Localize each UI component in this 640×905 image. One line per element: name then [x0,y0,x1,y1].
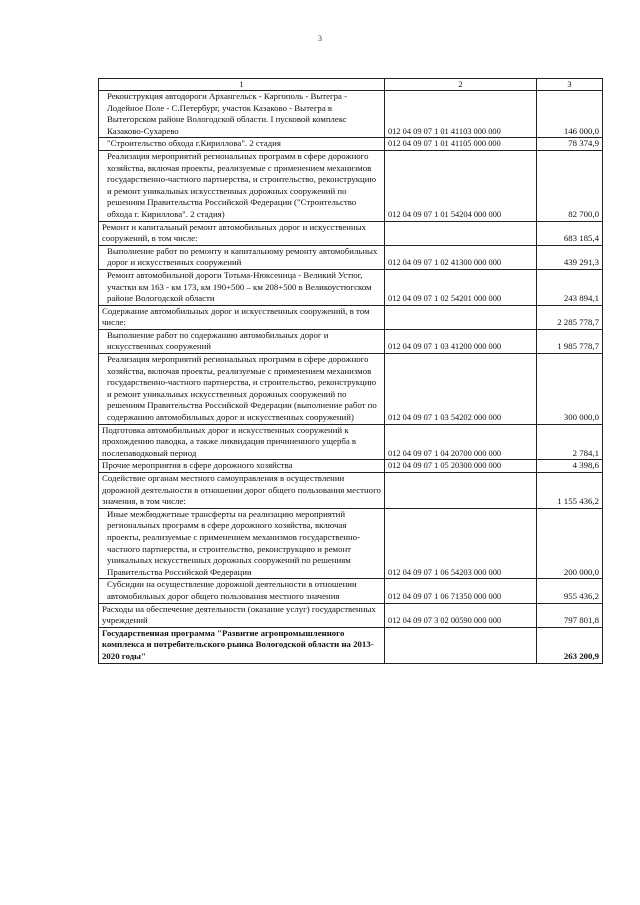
row-name-cell: Выполнение работ по ремонту и капитальному ремонту автомобильных дорог и искусственных сооружений [99,245,385,269]
row-code-cell [385,627,537,663]
row-code-cell: 012 04 09 07 3 02 00590 000 000 [385,603,537,627]
row-amount-cell: 82 700,0 [537,150,603,221]
row-amount-cell: 2 784,1 [537,424,603,460]
row-name-cell: Подготовка автомобильных дорог и искусственных сооружений к прохождению паводка, а также ликвидация причиненного ущерба в послепаводковый период [99,424,385,460]
row-amount-cell: 263 200,9 [537,627,603,663]
row-code-cell [385,221,537,245]
table-row [99,221,603,245]
table-row [99,91,603,138]
row-amount-cell: 78 374,9 [537,138,603,151]
row-code-cell: 012 04 09 07 1 04 20700 000 000 [385,424,537,460]
table-row [99,603,603,627]
column-header-3: 3 [537,79,603,91]
row-name-cell: Ремонт и капитальный ремонт автомобильных дорог и искусственных сооружений, в том числе: [99,221,385,245]
row-name-cell: Государственная программа "Развитие агропромышленного комплекса и потребительского рынка Вологодской области на 2013-2020 годы" [99,627,385,663]
row-code-cell: 012 04 09 07 1 06 54203 000 000 [385,508,537,579]
table-row [99,354,603,425]
table-row [99,424,603,460]
table-row [99,579,603,603]
row-name-cell: Расходы на обеспечение деятельности (оказание услуг) государственных учреждений [99,603,385,627]
row-code-cell: 012 04 09 07 1 01 41103 000 000 [385,91,537,138]
row-code-cell: 012 04 09 07 1 01 41105 000 000 [385,138,537,151]
table-row [99,305,603,329]
row-name-cell: "Строительство обхода г.Кириллова". 2 стадия [99,138,385,151]
row-code-cell: 012 04 09 07 1 06 71350 000 000 [385,579,537,603]
budget-table [98,78,603,664]
row-name-cell: Ремонт автомобильной дороги Тотьма-Нюксеница - Великий Устюг, участки км 163 - км 173, км 190+500 – км 208+500 в Великоустюгском районе Вологодской области [99,269,385,305]
row-amount-cell: 300 000,0 [537,354,603,425]
table-row [99,150,603,221]
table-row [99,627,603,663]
table-row [99,473,603,509]
row-amount-cell: 439 291,3 [537,245,603,269]
row-name-cell: Прочие мероприятия в сфере дорожного хозяйства [99,460,385,473]
row-code-cell: 012 04 09 07 1 03 54202 000 000 [385,354,537,425]
row-amount-cell: 1 155 436,2 [537,473,603,509]
row-code-cell: 012 04 09 07 1 02 41300 000 000 [385,245,537,269]
row-amount-cell: 797 801,8 [537,603,603,627]
row-name-cell: Реализация мероприятий региональных программ в сфере дорожного хозяйства, включая проекты, реализуемые с применением механизмов государственно-частного партнерства, и строительство, реконструкцию и ремонт уникальных искусственных дорожных сооружений по решениям Правительства Российской Федерации ("Строительство обхода г. Кириллова". 2 стадия) [99,150,385,221]
table-row [99,245,603,269]
column-header-1: 1 [99,79,385,91]
row-amount-cell: 2 285 778,7 [537,305,603,329]
column-header-2: 2 [385,79,537,91]
row-name-cell: Субсидии на осуществление дорожной деятельности в отношении автомобильных дорог общего пользования местного значения [99,579,385,603]
row-name-cell: Реализация мероприятий региональных программ в сфере дорожного хозяйства, включая проекты, реализуемые с применением механизмов государственно-частного партнерства, и строительство, реконструкцию и ремонт уникальных искусственных дорожных сооружений по решениям Правительства Российской Федерации (выполнение работ по содержанию автомобильных дорог и искусственных сооружений) [99,354,385,425]
row-name-cell: Реконструкция автодороги Архангельск - Каргополь - Вытегра - Лодейное Поле - С.Петербург, участок Казаково - Вытегра в Вытегорском районе Вологодской области. I пусковой комплекс Казаково-Сухарево [99,91,385,138]
row-code-cell: 012 04 09 07 1 03 41200 000 000 [385,329,537,353]
row-code-cell: 012 04 09 07 1 05 20300 000 000 [385,460,537,473]
table-header-row [99,79,603,91]
row-code-cell [385,473,537,509]
table-row [99,269,603,305]
row-amount-cell: 243 894,1 [537,269,603,305]
table-body [99,91,603,664]
row-name-cell: Содержание автомобильных дорог и искусственных сооружений, в том числе: [99,305,385,329]
table-row [99,329,603,353]
row-code-cell: 012 04 09 07 1 01 54204 000 000 [385,150,537,221]
row-amount-cell: 146 000,0 [537,91,603,138]
row-amount-cell: 955 436,2 [537,579,603,603]
row-name-cell: Выполнение работ по содержанию автомобильных дорог и искусственных сооружений [99,329,385,353]
row-amount-cell: 683 185,4 [537,221,603,245]
row-amount-cell: 200 000,0 [537,508,603,579]
row-code-cell: 012 04 09 07 1 02 54201 000 000 [385,269,537,305]
row-name-cell: Содействие органам местного самоуправления в осуществлении дорожной деятельности в отношении дорог общего пользования местного значения, в том числе: [99,473,385,509]
row-code-cell [385,305,537,329]
table-row [99,460,603,473]
page-number: 3 [318,34,322,43]
row-amount-cell: 1 985 778,7 [537,329,603,353]
row-amount-cell: 4 398,6 [537,460,603,473]
table-row [99,508,603,579]
row-name-cell: Иные межбюджетные трансферты на реализацию мероприятий региональных программ в сфере дорожного хозяйства, включая проекты, реализуемые с применением механизмов государственно-частного партнерства, и строительство, реконструкцию и ремонт уникальных искусственных дорожных сооружений по решениям Правительства Российской Федерации [99,508,385,579]
table-row [99,138,603,151]
